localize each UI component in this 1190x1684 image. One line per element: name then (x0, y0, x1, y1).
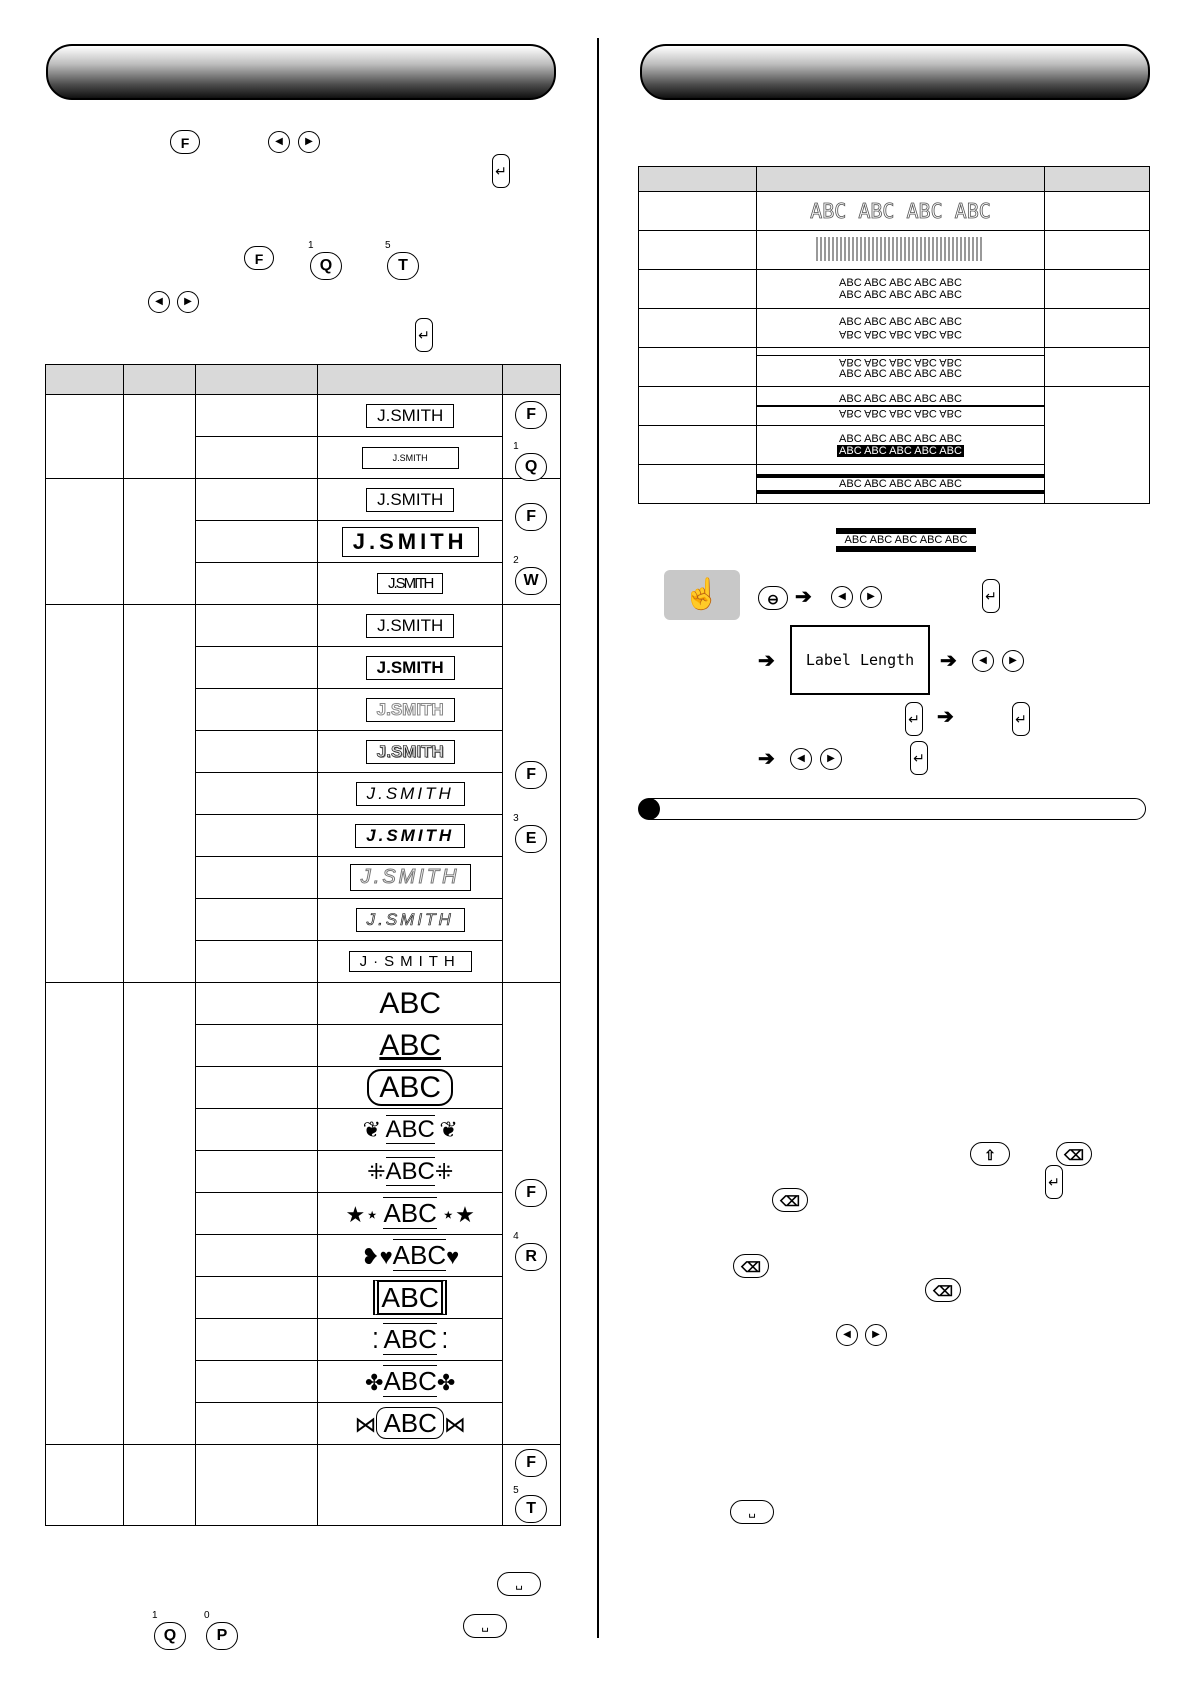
table-row: ❦ ABC ❦ (46, 1109, 561, 1151)
table-row (639, 231, 1150, 270)
sample-width-normal: J.SMITH (366, 488, 454, 512)
sample-overflow: ABC ABC ABC ABC ABC (836, 528, 976, 552)
left-arrow-key[interactable]: ◀ (268, 131, 290, 153)
lcd-display: Label Length (790, 625, 930, 695)
sup-3: 3 (513, 813, 519, 824)
sample-style-italic-outline: J.SMITH (350, 864, 471, 891)
note-bar (640, 798, 1146, 820)
space-key[interactable]: ␣ (497, 1572, 541, 1596)
sample-frame-stars: ABC (383, 1198, 437, 1228)
f-key-last[interactable]: F (515, 1449, 547, 1477)
enter-key-7[interactable]: ↵ (1045, 1165, 1063, 1199)
enter-key-3[interactable]: ↵ (982, 579, 1000, 613)
format-table (45, 364, 561, 1526)
sample-line-separator: ABC ABC ABC ABC ABC (757, 393, 1045, 407)
f-key-frame[interactable]: F (515, 1179, 547, 1207)
sample-frame-flowers: ABC (383, 1366, 437, 1396)
sample-hatched (816, 237, 984, 261)
sup-4: 4 (513, 1231, 519, 1242)
table-row: ❥♥ABC♥ (46, 1235, 561, 1277)
table-row (639, 192, 1150, 231)
sample-dotted: ABC ABC ABC ABC (810, 199, 991, 223)
enter-key-2[interactable]: ↵ (415, 318, 433, 352)
table-row: ⁚ ABC ⁚ (46, 1319, 561, 1361)
delete-key-3[interactable]: ⌫ (733, 1254, 769, 1278)
left-arrow-key-3[interactable]: ◀ (831, 586, 853, 608)
flow-arrow-1: ➔ (795, 586, 812, 608)
flow-arrow-3: ➔ (940, 650, 957, 672)
enter-key-6[interactable]: ↵ (910, 741, 928, 775)
sample-inverse: ABC ABC ABC ABC ABC (839, 445, 962, 457)
function-key[interactable]: F (170, 130, 200, 154)
sample-style-normal: J.SMITH (366, 614, 454, 638)
sample-frame-dots: ABC (383, 1324, 437, 1354)
key-5-superscript: 5 (385, 240, 391, 251)
sample-frame-underline: ABC (379, 1028, 442, 1062)
table-row: ✤ABC✤ (46, 1361, 561, 1403)
table-row (46, 479, 561, 521)
sample-width-wide: J.SMITH (342, 527, 479, 557)
enter-key-5[interactable]: ↵ (1012, 702, 1030, 736)
sup-2: 2 (513, 555, 519, 566)
sample-frame-checker: ABC (385, 1157, 435, 1185)
sample-size-normal: J.SMITH (366, 404, 454, 428)
shift-key[interactable]: ⇧ (970, 1142, 1010, 1166)
sample-frame-bars: ABC (373, 1280, 447, 1315)
table-row: ⋈ ABC ⋈ (46, 1403, 561, 1445)
table-row: ABC ABC ABC ABC ABC ABC ABC ABC ABC ABC (639, 309, 1150, 348)
flow-arrow-5: ➔ (758, 748, 775, 770)
space-key-3[interactable]: ␣ (730, 1500, 774, 1524)
left-arrow-key-2[interactable]: ◀ (148, 291, 170, 313)
column-divider (597, 38, 599, 1638)
flow-arrow-4: ➔ (937, 706, 954, 728)
e-key-style[interactable]: E (515, 825, 547, 853)
sample-frame-round: ABC (367, 1069, 453, 1106)
sample-style-shadow: J.SMITH (366, 740, 455, 764)
key-1-superscript: 1 (308, 240, 314, 251)
delete-key-4[interactable]: ⌫ (925, 1278, 961, 1302)
sample-frame-hearts: ABC (392, 1240, 447, 1270)
table-row (46, 605, 561, 647)
space-key-2[interactable]: ␣ (463, 1614, 507, 1638)
left-arrow-key-4[interactable]: ◀ (972, 650, 994, 672)
sample-style-italic-bold: J.SMITH (355, 824, 465, 848)
table-row: ⁜ABC⁜ (46, 1151, 561, 1193)
sup-0-bottom: 0 (204, 1610, 210, 1621)
sample-double-line: ABC ABC ABC ABC ABC (839, 277, 962, 289)
table-row (46, 983, 561, 1025)
right-arrow-key-3[interactable]: ▶ (860, 586, 882, 608)
p-key-bottom[interactable]: P (206, 1622, 238, 1650)
table-row: ABC ABC ABC ABC ABC ABC ABC ABC ABC ABC (639, 270, 1150, 309)
table-row (46, 1445, 561, 1526)
delete-key-2[interactable]: ⌫ (772, 1188, 808, 1212)
sample-mirror-top: ABC ABC ABC ABC ABC (757, 355, 1045, 368)
table-header-row (639, 167, 1150, 192)
sample-mirror-vertical: ABC ABC ABC ABC ABC (839, 328, 962, 340)
f-key-width[interactable]: F (515, 503, 547, 531)
note-dot-icon (638, 798, 660, 820)
w-key-width[interactable]: W (515, 567, 547, 595)
enter-key[interactable]: ↵ (492, 154, 510, 188)
table-row: ABC ABC ABC ABC ABC ABC ABC ABC ABC ABC (639, 387, 1150, 426)
right-arrow-key-4[interactable]: ▶ (1002, 650, 1024, 672)
f-key-size[interactable]: F (515, 401, 547, 429)
t-key[interactable]: T (387, 252, 419, 280)
label-length-key[interactable]: ⊖ (758, 586, 788, 610)
right-arrow-key-6[interactable]: ▶ (865, 1324, 887, 1346)
q-key-size[interactable]: Q (515, 453, 547, 481)
q-key-bottom[interactable]: Q (154, 1622, 186, 1650)
left-arrow-key-5[interactable]: ◀ (790, 748, 812, 770)
r-key-frame[interactable]: R (515, 1243, 547, 1271)
sup-1-bottom: 1 (152, 1610, 158, 1621)
function-key-2[interactable]: F (244, 246, 274, 270)
sample-frame-leaves: ABC (385, 1115, 435, 1143)
right-arrow-key-2[interactable]: ▶ (177, 291, 199, 313)
t-key-last[interactable]: T (515, 1495, 547, 1523)
hand-tip-icon: ☝ (664, 570, 740, 620)
table-row: ABC ABC ABC ABC ABC ABC ABC ABC ABC ABC (639, 348, 1150, 387)
sample-style-vertical: J·SMITH (349, 951, 472, 972)
flow-arrow-2: ➔ (758, 650, 775, 672)
sup-5: 5 (513, 1485, 519, 1496)
sample-style-outline: J.SMITH (366, 698, 455, 722)
sample-size-small: J.SMITH (362, 447, 459, 469)
right-arrow-key-5[interactable]: ▶ (820, 748, 842, 770)
left-arrow-key-6[interactable]: ◀ (836, 1324, 858, 1346)
sample-width-narrow: J.SMITH (377, 573, 443, 594)
sample-style-bold: J.SMITH (366, 656, 455, 680)
left-section-banner (46, 44, 556, 100)
sup-1: 1 (513, 441, 519, 452)
table-header-row (46, 365, 561, 395)
sample-style-italic-shadow: J.SMITH (356, 908, 465, 932)
label-style-table (638, 166, 1150, 504)
enter-key-4[interactable]: ↵ (905, 702, 923, 736)
delete-key[interactable]: ⌫ (1056, 1142, 1092, 1166)
sample-style-italic: J.SMITH (356, 782, 465, 806)
q-key[interactable]: Q (310, 252, 342, 280)
right-arrow-key[interactable]: ▶ (298, 131, 320, 153)
table-row: ABC ABC ABC ABC ABC ABC ABC ABC ABC ABC (639, 426, 1150, 465)
table-row (46, 395, 561, 437)
sample-banded: ABC ABC ABC ABC ABC (839, 478, 962, 490)
table-row: ★⋆ ABC ⋆★ (46, 1193, 561, 1235)
f-key-style[interactable]: F (515, 761, 547, 789)
sample-frame-candy: ABC (376, 1407, 443, 1439)
sample-frame-none: ABC (379, 986, 442, 1020)
right-section-banner (640, 44, 1150, 100)
